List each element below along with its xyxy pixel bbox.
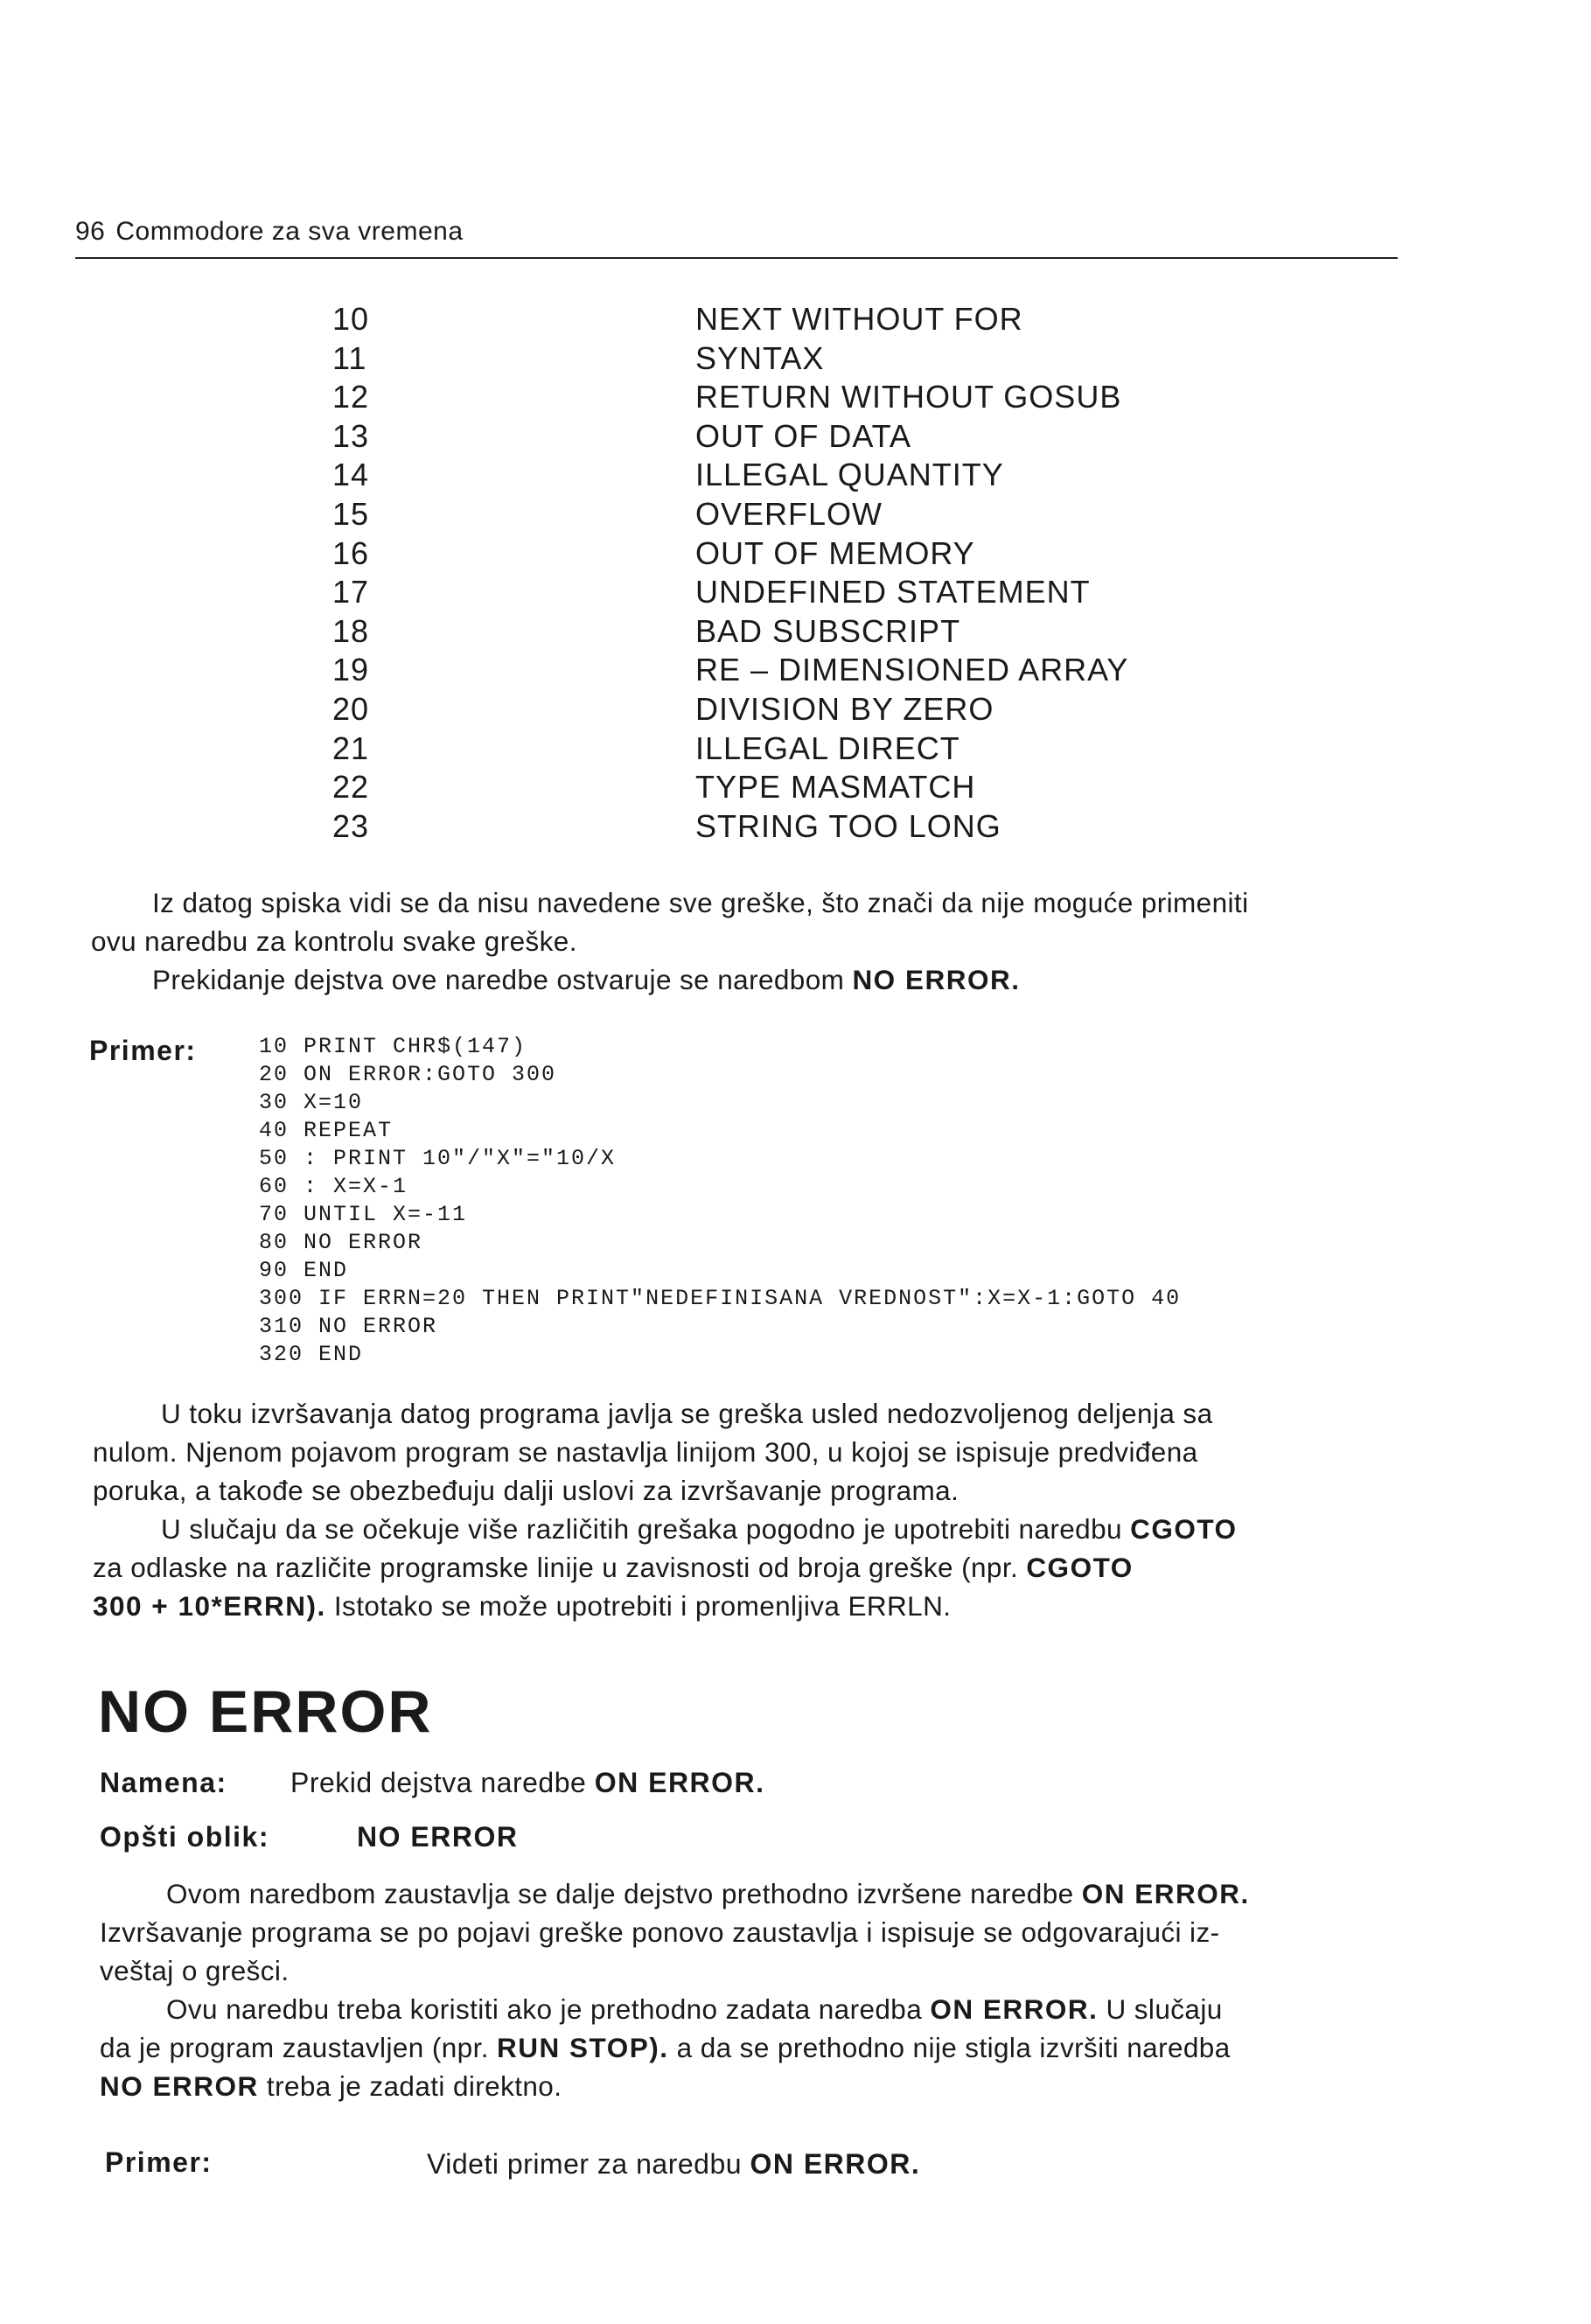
error-message: OUT OF DATA bbox=[695, 417, 912, 454]
section-example-text bbox=[427, 2148, 920, 2181]
error-message: UNDEFINED STATEMENT bbox=[695, 574, 1091, 611]
text-span: U slučaju da se očekuje više različitih grešaka pogodno je upotrebiti naredbu bbox=[161, 1513, 1131, 1545]
text-line bbox=[93, 1510, 1238, 1548]
code-line: 40 REPEAT bbox=[259, 1118, 394, 1143]
text-span: U slučaju bbox=[1098, 1993, 1223, 2025]
error-code: 10 bbox=[332, 301, 370, 337]
form-value: NO ERROR bbox=[357, 1821, 519, 1853]
code-line: 310 NO ERROR bbox=[259, 1314, 438, 1339]
error-code: 12 bbox=[332, 379, 370, 415]
code-line: 80 NO ERROR bbox=[259, 1230, 423, 1255]
keyword: RUN STOP). bbox=[497, 2032, 669, 2063]
text-line: Iz datog spiska vidi se da nisu navedene sve greške, što znači da nije moguće primeniti bbox=[152, 887, 1249, 918]
error-code: 18 bbox=[332, 612, 370, 649]
intro-paragraph bbox=[91, 883, 1248, 999]
keyword: ON ERROR. bbox=[750, 2148, 921, 2180]
section-title: NO ERROR bbox=[98, 1678, 433, 1745]
error-code: 15 bbox=[332, 495, 370, 532]
error-message: NEXT WITHOUT FOR bbox=[695, 301, 1023, 337]
error-code: 19 bbox=[332, 652, 370, 688]
text-line bbox=[93, 1548, 1238, 1587]
error-code: 16 bbox=[332, 534, 370, 571]
keyword: CGOTO bbox=[1026, 1552, 1134, 1583]
keyword: NO ERROR bbox=[100, 2070, 259, 2102]
error-message: RETURN WITHOUT GOSUB bbox=[695, 379, 1122, 415]
error-message: RE – DIMENSIONED ARRAY bbox=[695, 652, 1129, 688]
error-code: 11 bbox=[332, 339, 367, 376]
text-line: nulom. Njenom pojavom program se nastavlja linijom 300, u kojoj se ispisuje predviđena bbox=[93, 1436, 1198, 1468]
error-code: 13 bbox=[332, 417, 370, 454]
error-message: TYPE MASMATCH bbox=[695, 769, 976, 806]
text-span: a da se prethodno nije stigla izvršiti naredba bbox=[668, 2032, 1231, 2063]
error-message: ILLEGAL QUANTITY bbox=[695, 457, 1004, 493]
code-line: 70 UNTIL X=-11 bbox=[259, 1202, 468, 1227]
code-line: 50 : PRINT 10"/"X"="10/X bbox=[259, 1146, 617, 1171]
text-line bbox=[93, 1587, 1238, 1625]
text-line bbox=[100, 1990, 1250, 2028]
text-line bbox=[100, 1874, 1250, 1913]
keyword: ON ERROR. bbox=[930, 1993, 1099, 2025]
description-paragraph bbox=[100, 1874, 1250, 2105]
keyword: CGOTO bbox=[1130, 1513, 1238, 1545]
keyword: 300 + 10*ERRN). bbox=[93, 1590, 326, 1622]
error-message: OUT OF MEMORY bbox=[695, 534, 975, 571]
text-span: Prekid dejstva naredbe bbox=[290, 1767, 595, 1798]
text-line bbox=[100, 2028, 1250, 2067]
page-number: 96 bbox=[75, 217, 106, 246]
code-line: 20 ON ERROR:GOTO 300 bbox=[259, 1062, 557, 1087]
text-line bbox=[100, 2067, 1250, 2105]
code-line: 320 END bbox=[259, 1342, 364, 1367]
header-rule bbox=[75, 257, 1398, 259]
section-example-label: Primer: bbox=[105, 2146, 213, 2178]
running-head-title: Commodore za sva vremena bbox=[115, 217, 464, 246]
code-line: 10 PRINT CHR$(147) bbox=[259, 1034, 527, 1059]
text-span: da je program zaustavljen (npr. bbox=[100, 2032, 498, 2063]
error-message: BAD SUBSCRIPT bbox=[695, 612, 961, 649]
example-label: Primer: bbox=[89, 1035, 197, 1066]
text-span: Prekidanje dejstva ove naredbe ostvaruje se naredbom bbox=[152, 964, 853, 995]
code-line: 60 : X=X-1 bbox=[259, 1174, 408, 1199]
text-line: ovu naredbu za kontrolu svake greške. bbox=[91, 925, 577, 957]
error-message: STRING TOO LONG bbox=[695, 807, 1001, 844]
code-line: 30 X=10 bbox=[259, 1090, 364, 1115]
text-span: Ovu naredbu treba koristiti ako je prethodno zadata naredba bbox=[166, 1993, 931, 2025]
error-message: ILLEGAL DIRECT bbox=[695, 729, 960, 766]
error-code: 14 bbox=[332, 457, 370, 493]
keyword: NO ERROR. bbox=[852, 964, 1021, 995]
text-span: Videti primer za naredbu bbox=[427, 2148, 750, 2180]
text-line: U toku izvršavanja datog programa javlja se greška usled nedozvoljenog deljenja sa bbox=[161, 1398, 1213, 1429]
purpose-text bbox=[290, 1767, 765, 1799]
text-line: Izvršavanje programa se po pojavi greške ponovo zaustavlja i ispisuje se odgovarajući iz- bbox=[100, 1916, 1220, 1948]
keyword: ON ERROR. bbox=[1081, 1878, 1250, 1909]
error-code: 23 bbox=[332, 807, 370, 844]
form-label: Opšti oblik: bbox=[100, 1821, 269, 1853]
error-code: 20 bbox=[332, 690, 370, 727]
text-line: poruka, a takođe se obezbeđuju dalji uslovi za izvršavanje programa. bbox=[93, 1475, 959, 1506]
text-span: treba je zadati direktno. bbox=[258, 2070, 562, 2102]
code-line: 90 END bbox=[259, 1258, 349, 1283]
code-line: 300 IF ERRN=20 THEN PRINT"NEDEFINISANA VREDNOST":X=X-1:GOTO 40 bbox=[259, 1286, 1182, 1311]
error-code: 22 bbox=[332, 769, 370, 806]
keyword: ON ERROR. bbox=[594, 1767, 765, 1798]
code-listing bbox=[259, 1033, 1181, 1369]
error-message: SYNTAX bbox=[695, 339, 825, 376]
text-line bbox=[91, 960, 1248, 999]
text-span: Istotako se može upotrebiti i promenljiva ERRLN. bbox=[325, 1590, 952, 1622]
purpose-label: Namena: bbox=[100, 1767, 227, 1798]
text-span: Ovom naredbom zaustavlja se dalje dejstvo prethodno izvršene naredbe bbox=[166, 1878, 1082, 1909]
running-head bbox=[75, 217, 464, 247]
text-line: veštaj o grešci. bbox=[100, 1955, 290, 1986]
error-code: 17 bbox=[332, 574, 370, 611]
explanation-paragraph bbox=[93, 1394, 1238, 1625]
text-span: za odlaske na različite programske linije u zavisnosti od broja greške (npr. bbox=[93, 1552, 1027, 1583]
error-message: DIVISION BY ZERO bbox=[695, 690, 994, 727]
error-message: OVERFLOW bbox=[695, 495, 883, 532]
error-code: 21 bbox=[332, 729, 370, 766]
